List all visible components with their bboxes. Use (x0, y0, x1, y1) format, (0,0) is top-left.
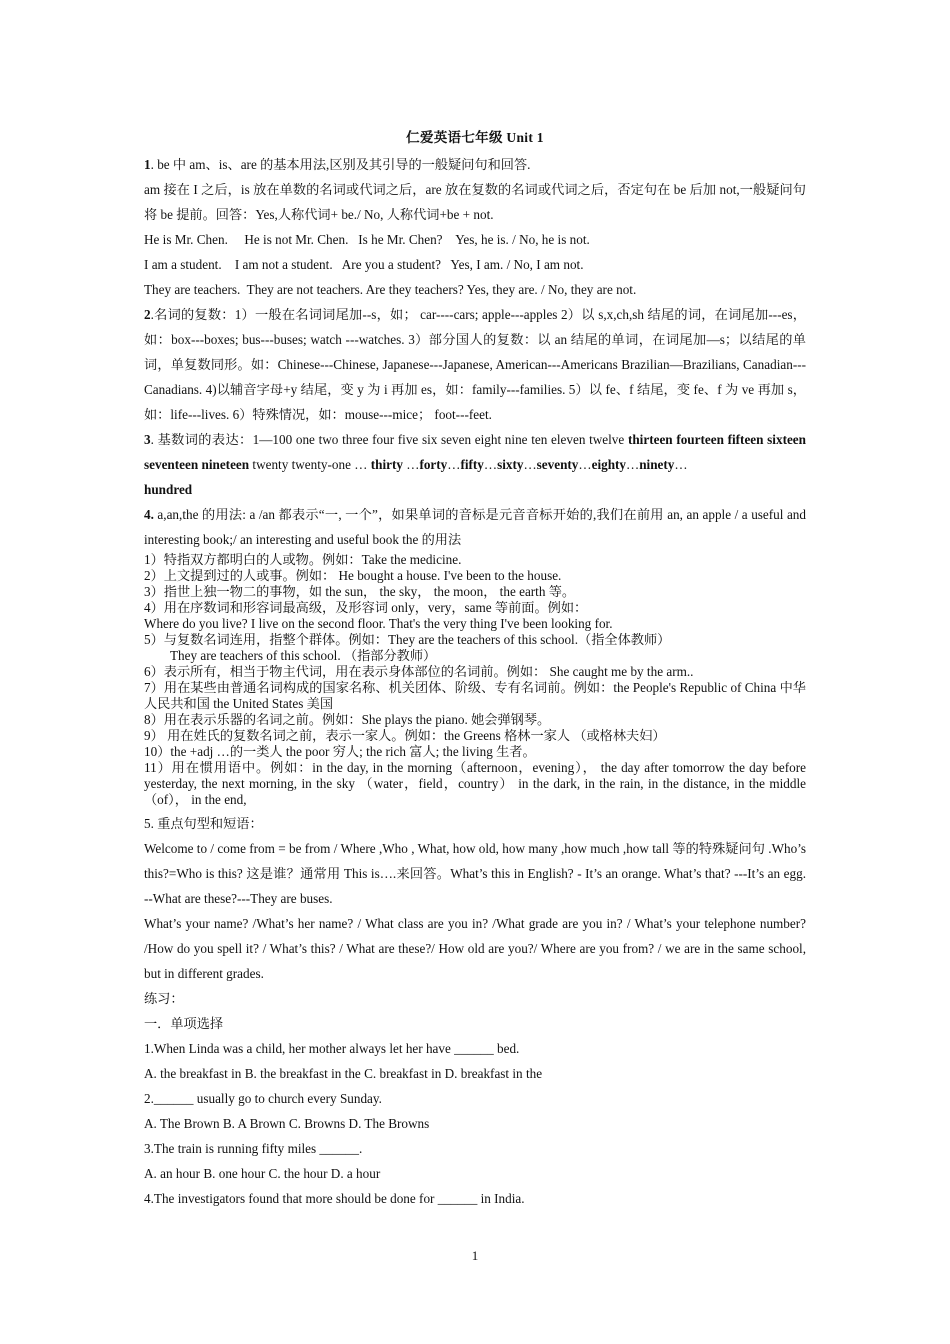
page-number: 1 (471, 1248, 479, 1263)
section-1-rule: am 接在 I 之后，is 放在单数的名词或代词之后，are 放在复数的名词或代词之后，否定句在 be 后加 not,一般疑问句将 be 提前。回答：Yes,人称代词+ be./ No, 人称代词+be + not. (144, 182, 806, 222)
exercise-heading: 练习： (144, 991, 184, 1006)
section-4-articles-intro: 4. a,an,the 的用法: a /an 都表示“一, 一个”，如果单词的音标是元音音标开始的,我们在前用 an, an apple / a useful and interesting book;/ an interesting and useful book the 的用法 (144, 507, 806, 547)
list-item: They are teachers of this school. （指部分教师） (170, 648, 437, 663)
list-item: Where do you live? I live on the second floor. That's the very thing I've been looking for. (144, 616, 613, 631)
list-item: 6）表示所有，相当于物主代词，用在表示身体部位的名词前。例如： She caught me by the arm.. (144, 664, 694, 679)
list-item: 11）用在惯用语中。例如：in the day, in the morning（afternoon，evening）， the day after tomorrow the day before yesterday, the next morning, in the sky （water，field，country） in the dark, in the rain, in the distance, in the middle （of）， in the end, (144, 760, 806, 807)
question: 1.When Linda was a child, her mother always let her have ______ bed. (144, 1041, 520, 1056)
section-3-numbers: 3. 基数词的表达：1—100 one two three four five six seven eight nine ten eleven twelve thirteen fourteen fifteen sixteen seventeen nineteen twenty twenty-one … thirty …forty…fifty…sixty…seventy…eighty…ninety… hundred (144, 432, 806, 497)
exercise-subheading: 一．单项选择 (144, 1016, 224, 1031)
list-item: 7）用在某些由普通名词构成的国家名称、机关团体、阶级、专有名词前。例如：the People's Republic of China 中华人民共和国 the United States 美国 (144, 680, 806, 711)
question: 3.The train is running fifty miles ______. (144, 1141, 363, 1156)
document-body (144, 126, 806, 1211)
list-item: 10）the +adj …的一类人 the poor 穷人; the rich 富人; the living 生者。 (144, 744, 536, 759)
section-2-plurals: 2.名词的复数：1）一般在名词词尾加--s，如； car----cars; apple---apples 2）以 s,x,ch,sh 结尾的词，在词尾加---es，如：box---boxes; bus---buses; watch ---watches. 3）部分国人的复数：以 an 结尾的单词，在词尾加—s；以结尾的单词，单复数同形。如：Chinese---Chinese, Japanese---Japanese, American---Americans Brazilian—Brazilians, Canadian---Canadians. 4)以辅音字母+y 结尾，变 y 为 i 再加 es，如：family---families. 5）以 fe、f 结尾，变 fe、f 为 ve 再加 s，如：life---lives. 6）特殊情况，如：mouse---mice； foot---feet. (144, 307, 806, 422)
list-item: 4）用在序数词和形容词最高级，及形容词 only，very，same 等前面。例如： (144, 600, 588, 615)
list-item: 3）指世上独一物二的事物，如 the sun， the sky， the moon， the earth 等。 (144, 584, 576, 599)
section-1-example: They are teachers. They are not teachers. Are they teachers? Yes, they are. / No, they are not. (144, 282, 637, 297)
list-item: 8）用在表示乐器的名词之前。例如：She plays the piano. 她会弹钢琴。 (144, 712, 551, 727)
document-title: 仁爱英语七年级 Unit 1 (406, 130, 544, 145)
list-item: 1）特指双方都明白的人或物。例如：Take the medicine. (144, 552, 462, 567)
section-1-example: I am a student. I am not a student. Are you a student? Yes, I am. / No, I am not. (144, 257, 584, 272)
question: 2.______ usually go to church every Sunday. (144, 1091, 382, 1106)
answer-options: A. an hour B. one hour C. the hour D. a hour (144, 1166, 381, 1181)
section-1-heading: 1. be 中 am、is、are 的基本用法,区别及其引导的一般疑问句和回答. (144, 157, 531, 172)
section-5-paragraph: What’s your name? /What’s her name? / What class are you in? /What grade are you in? / What’s your telephone number? /How do you spell it? / What’s this? / What are these?/ How old are you?/ Where are you from? / we are in the same school, but in different grades. (144, 916, 806, 981)
answer-options: A. the breakfast in B. the breakfast in the C. breakfast in D. breakfast in the (144, 1066, 543, 1081)
answer-options: A. The Brown B. A Brown C. Browns D. The Browns (144, 1116, 430, 1131)
question: 4.The investigators found that more should be done for ______ in India. (144, 1191, 525, 1206)
section-5-paragraph: Welcome to / come from = be from / Where ,Who , What, how old, how many ,how much ,how tall 等的特殊疑问句 .Who’s this?=Who is this? 这是谁？通常用 This is….来回答。What’s this in English? - It’s an orange. What’s that? ---It’s an egg. --What are these?---They are buses. (144, 841, 806, 906)
section-1-example: He is Mr. Chen. He is not Mr. Chen. Is he Mr. Chen? Yes, he is. / No, he is not. (144, 232, 590, 247)
list-item: 9） 用在姓氏的复数名词之前，表示一家人。例如：the Greens 格林一家人 （或格林夫妇） (144, 728, 666, 743)
list-item: 5）与复数名词连用，指整个群体。例如：They are the teachers of this school.（指全体教师） (144, 632, 671, 647)
section-5-heading: 5. 重点句型和短语： (144, 816, 263, 831)
list-item: 2）上文提到过的人或事。例如： He bought a house. I've been to the house. (144, 568, 562, 583)
